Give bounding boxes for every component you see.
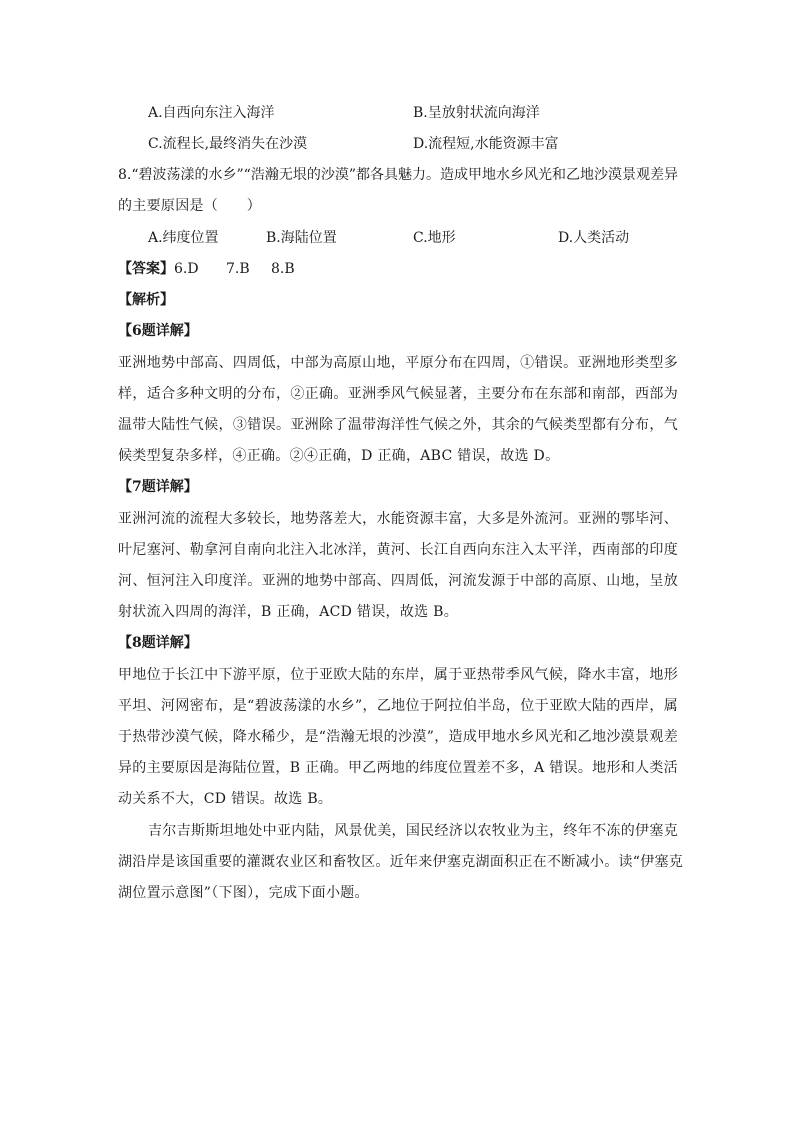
detail6-heading: 【6题详解】 <box>118 323 198 339</box>
detail8-line: 动关系不大，CD 错误。故选 B。 <box>118 791 333 807</box>
detail6-line: 温带大陆性气候，③错误。亚洲除了温带海洋性气候之外，其余的气候类型都有分布，气 <box>118 417 678 433</box>
q7-option-d: D.流程短,水能资源丰富 <box>413 136 559 152</box>
q8-option-c: C.地形 <box>413 230 456 246</box>
q7-option-a: A.自西向东注入海洋 <box>148 105 275 121</box>
q8-option-d: D.人类活动 <box>558 230 630 246</box>
q8-stem-line-1: 8.“碧波荡漾的水乡”“浩瀚无垠的沙漠”都各具魅力。造成甲地水乡风光和乙地沙漠景观差异 <box>118 167 678 183</box>
detail7-heading: 【7题详解】 <box>118 479 198 495</box>
analysis-label: 【解析】 <box>118 292 174 308</box>
q8-stem-line-2: 的主要原因是（ ） <box>118 198 261 214</box>
q8-option-b: B.海陆位置 <box>266 230 337 246</box>
detail6-line: 样，适合多种文明的分布，②正确。亚洲季风气候显著，主要分布在东部和南部，西部为 <box>118 386 678 402</box>
answer-q6: 6.D <box>174 261 199 277</box>
detail8-line: 平坦、河网密布，是“碧波荡漾的水乡”，乙地位于阿拉伯半岛，位于亚欧大陆的西岸，属 <box>118 698 678 714</box>
detail8-heading: 【8题详解】 <box>118 635 198 651</box>
detail6-line: 候类型复杂多样，④正确。②④正确，D 正确，ABC 错误，故选 D。 <box>118 448 560 464</box>
detail8-line: 异的主要原因是海陆位置，B 正确。甲乙两地的纬度位置差不多，A 错误。地形和人类活 <box>118 760 678 776</box>
passage-line: 湖沿岸是该国重要的灌溉农业区和畜牧区。近年来伊塞克湖面积正在不断减小。读“伊塞克 <box>118 854 684 870</box>
q7-option-c: C.流程长,最终消失在沙漠 <box>148 136 308 152</box>
detail8-line: 甲地位于长江中下游平原，位于亚欧大陆的东岸，属于亚热带季风气候，降水丰富，地形 <box>118 667 678 683</box>
detail7-line: 叶尼塞河、勒拿河自南向北注入北冰洋，黄河、长江自西向东注入太平洋，西南部的印度 <box>118 542 678 558</box>
detail8-line: 于热带沙漠气候，降水稀少，是“浩瀚无垠的沙漠”，造成甲地水乡风光和乙地沙漠景观差 <box>118 729 678 745</box>
detail7-line: 亚洲河流的流程大多较长，地势落差大，水能资源丰富，大多是外流河。亚洲的鄂毕河、 <box>118 511 678 527</box>
passage-line: 吉尔吉斯斯坦地处中亚内陆，风景优美，国民经济以农牧业为主，终年不冻的伊塞克 <box>148 823 678 839</box>
answer-q8: 8.B <box>271 261 295 277</box>
q8-option-a: A.纬度位置 <box>148 230 219 246</box>
detail7-line: 射状流入四周的海洋，B 正确，ACD 错误，故选 B。 <box>118 604 459 620</box>
passage-line: 湖位置示意图”（下图），完成下面小题。 <box>118 885 369 901</box>
detail6-line: 亚洲地势中部高、四周低，中部为高原山地，平原分布在四周，①错误。亚洲地形类型多 <box>118 355 678 371</box>
answer-label: 【答案】 <box>118 261 174 277</box>
detail7-line: 河、恒河注入印度洋。亚洲的地势中部高、四周低，河流发源于中部的高原、山地，呈放 <box>118 573 678 589</box>
answer-q7: 7.B <box>226 261 250 277</box>
q7-option-b: B.呈放射状流向海洋 <box>413 105 540 121</box>
